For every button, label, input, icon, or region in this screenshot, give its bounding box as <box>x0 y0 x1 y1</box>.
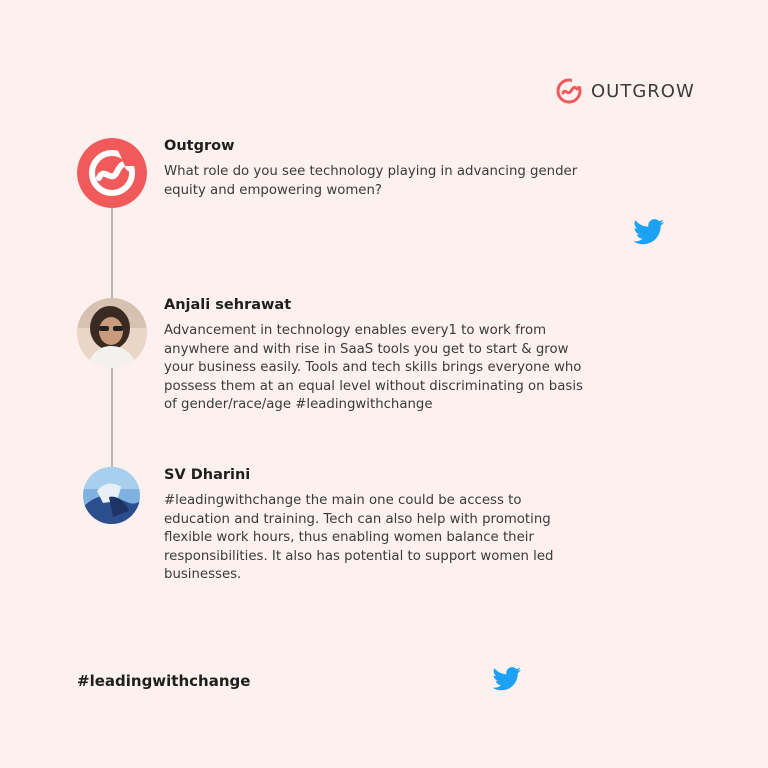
brand-name: OUTGROW <box>591 80 695 102</box>
post-dharini <box>164 467 584 585</box>
outgrow-logo-avatar-icon <box>77 138 147 208</box>
post-author[interactable]: Outgrow <box>164 138 235 154</box>
post-author[interactable]: Anjali sehrawat <box>164 297 292 313</box>
user-photo-avatar-icon <box>83 467 140 524</box>
post-text: #leadingwithchange the main one could be access to education and training. Tech can also help with promoting flexible work hours, thus enabling women balance their responsibilities. It also has potential to support women led businesses. <box>164 493 554 583</box>
avatar-anjali[interactable] <box>77 298 147 368</box>
footer-hashtag[interactable]: #leadingwithchange <box>77 672 251 690</box>
outgrow-logo-icon <box>555 77 583 105</box>
avatar-outgrow[interactable] <box>77 138 147 208</box>
avatar-dharini[interactable] <box>83 467 140 524</box>
twitter-bird-icon[interactable] <box>633 219 665 245</box>
post-author[interactable]: SV Dharini <box>164 467 251 483</box>
post-text: Advancement in technology enables every1 to work from anywhere and with rise in SaaS tools you get to start & grow your business easily. Tools and tech skills brings everyone who possess them at an equal level without discriminating on basis of gender/race/age #leadingwithchange <box>164 323 583 413</box>
post-anjali <box>164 297 584 415</box>
post-text: What role do you see technology playing in advancing gender equity and empowering women? <box>164 164 578 198</box>
brand-header <box>555 77 695 105</box>
twitter-bird-icon[interactable] <box>492 667 522 691</box>
user-photo-avatar-icon <box>77 298 147 368</box>
post-outgrow <box>164 138 584 200</box>
